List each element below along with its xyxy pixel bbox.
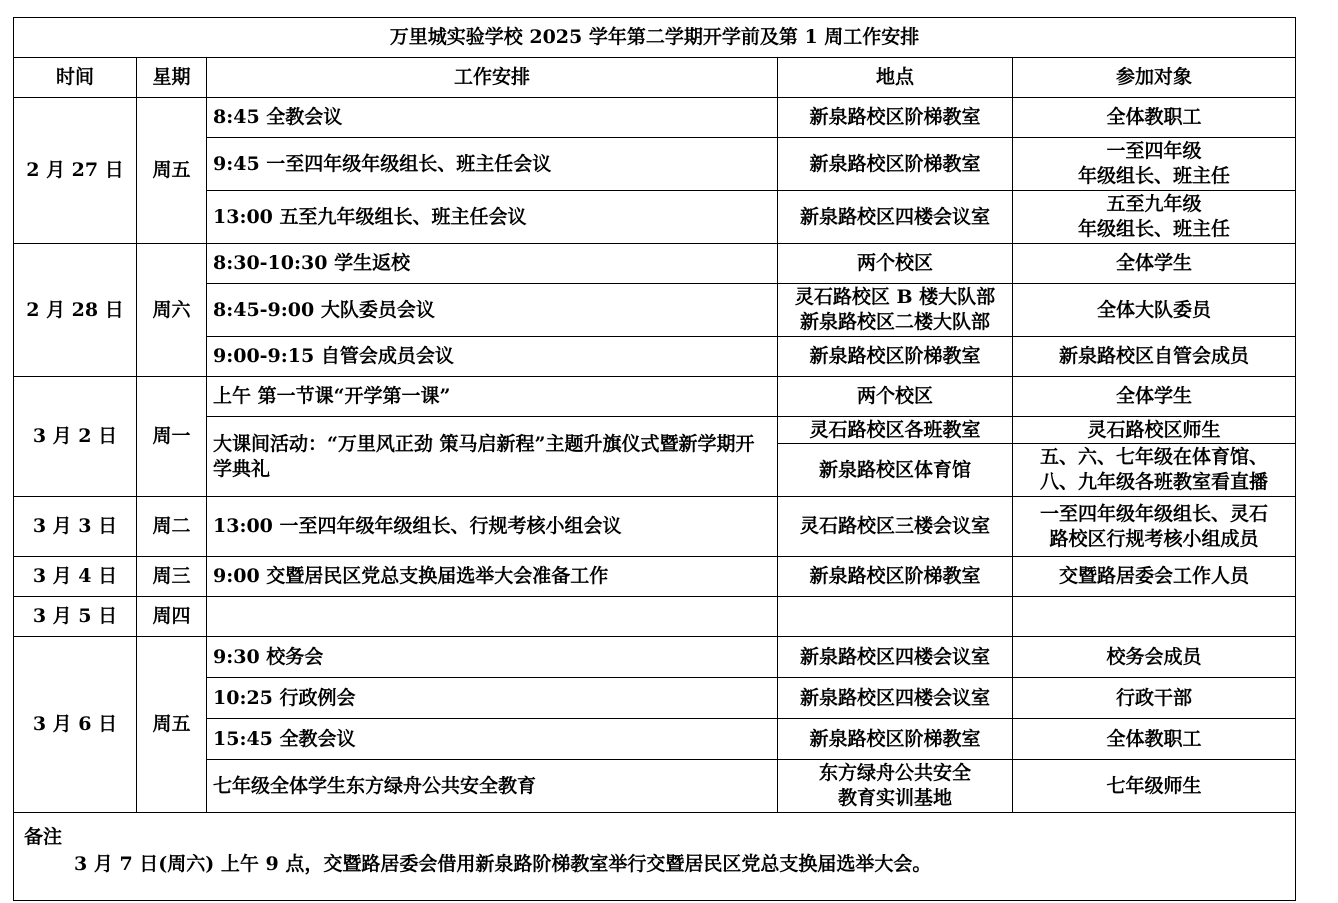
task-cell: 10:25 行政例会 xyxy=(207,678,778,719)
task-cell: 七年级全体学生东方绿舟公共安全教育 xyxy=(207,760,778,813)
cell-line: 校务会成员 xyxy=(1106,645,1202,668)
cell-line: 灵石路校区师生 xyxy=(1087,418,1221,441)
attendees-cell xyxy=(1013,244,1296,284)
attendees-cell xyxy=(1013,719,1296,760)
cell-line: 五、六、七年级在体育馆、 xyxy=(1040,446,1269,468)
header-row xyxy=(14,58,1296,98)
task-cell: 9:30 校务会 xyxy=(207,637,778,678)
cell-line: 灵石路校区三楼会议室 xyxy=(799,515,990,537)
table-row xyxy=(14,191,1296,244)
cell-line: 新泉路校区阶梯教室 xyxy=(809,727,981,750)
attendees-cell xyxy=(1013,444,1296,497)
date-cell: 3 月 4 日 xyxy=(14,557,137,597)
table-row xyxy=(14,284,1296,337)
cell-line: 交暨路居委会工作人员 xyxy=(1059,565,1250,587)
date-cell: 3 月 2 日 xyxy=(14,377,137,497)
table-row xyxy=(14,98,1296,138)
attendees-cell xyxy=(1013,557,1296,597)
place-cell xyxy=(778,417,1013,444)
task-cell: 8:30-10:30 学生返校 xyxy=(207,244,778,284)
place-cell xyxy=(778,337,1013,377)
date-cell: 2 月 27 日 xyxy=(14,98,137,244)
cell-line: 全体教职工 xyxy=(1106,727,1202,750)
cell-line: 八、九年级各班教室看直播 xyxy=(1040,471,1269,493)
date-cell: 3 月 6 日 xyxy=(14,637,137,813)
cell-line: 年级组长、班主任 xyxy=(1078,165,1231,187)
table-row xyxy=(14,337,1296,377)
cell-line: 新泉路校区四楼会议室 xyxy=(799,205,990,228)
attendees-cell xyxy=(1013,637,1296,678)
cell-line: 新泉路校区四楼会议室 xyxy=(799,645,990,668)
task-cell: 9:45 一至四年级年级组长、班主任会议 xyxy=(207,138,778,191)
attendees-cell xyxy=(1013,597,1296,637)
attendees-cell xyxy=(1013,98,1296,138)
task-cell: 13:00 五至九年级组长、班主任会议 xyxy=(207,191,778,244)
cell-line: 教育实训基地 xyxy=(837,787,952,809)
task-cell: 9:00 交暨居民区党总支换届选举大会准备工作 xyxy=(207,557,778,597)
table-row xyxy=(14,719,1296,760)
cell-line: 全体学生 xyxy=(1116,385,1193,407)
table-row xyxy=(14,678,1296,719)
weekday-cell: 周三 xyxy=(137,557,207,597)
table-row xyxy=(14,557,1296,597)
place-cell xyxy=(778,637,1013,678)
attendees-cell xyxy=(1013,678,1296,719)
place-cell xyxy=(778,444,1013,497)
date-cell: 2 月 28 日 xyxy=(14,244,137,377)
cell-line: 东方绿舟公共安全 xyxy=(818,762,971,784)
table-row xyxy=(14,497,1296,557)
place-cell xyxy=(778,284,1013,337)
cell-line: 一至四年级 xyxy=(1106,140,1202,162)
attendees-cell xyxy=(1013,138,1296,191)
date-cell: 3 月 5 日 xyxy=(14,597,137,637)
task-cell: 8:45 全教会议 xyxy=(207,98,778,138)
header-weekday: 星期 xyxy=(137,58,207,98)
place-cell xyxy=(778,557,1013,597)
place-cell xyxy=(778,678,1013,719)
cell-line: 两个校区 xyxy=(856,385,933,407)
cell-line: 新泉路校区阶梯教室 xyxy=(809,106,981,128)
cell-line: 五至九年级 xyxy=(1106,193,1202,215)
weekday-cell: 周一 xyxy=(137,377,207,497)
table-row xyxy=(14,637,1296,678)
cell-line: 年级组长、班主任 xyxy=(1078,218,1231,240)
attendees-cell xyxy=(1013,337,1296,377)
schedule-table xyxy=(13,17,1296,901)
cell-line: 路校区行规考核小组成员 xyxy=(1049,527,1259,550)
table-row xyxy=(14,138,1296,191)
cell-line: 全体教职工 xyxy=(1106,106,1202,128)
place-cell xyxy=(778,138,1013,191)
cell-line: 一至四年级年级组长、灵石 xyxy=(1040,502,1269,525)
cell-line: 两个校区 xyxy=(856,252,933,274)
cell-line: 新泉路校区阶梯教室 xyxy=(809,152,981,175)
attendees-cell xyxy=(1013,417,1296,444)
table-row xyxy=(14,417,1296,444)
place-cell xyxy=(778,597,1013,637)
place-cell xyxy=(778,244,1013,284)
weekday-cell: 周五 xyxy=(137,98,207,244)
place-cell xyxy=(778,98,1013,138)
weekday-cell: 周五 xyxy=(137,637,207,813)
header-time: 时间 xyxy=(14,58,137,98)
task-cell: 上午 第一节课“开学第一课” xyxy=(207,377,778,417)
attendees-cell xyxy=(1013,760,1296,813)
cell-line: 新泉路校区自管会成员 xyxy=(1059,345,1250,367)
cell-line: 新泉路校区四楼会议室 xyxy=(799,686,990,709)
date-cell: 3 月 3 日 xyxy=(14,497,137,557)
task-cell xyxy=(207,597,778,637)
cell-line: 全体大队委员 xyxy=(1097,298,1212,321)
note-label: 备注 xyxy=(24,826,63,848)
task-cell: 13:00 一至四年级年级组长、行规考核小组会议 xyxy=(207,497,778,557)
task-cell: 9:00-9:15 自管会成员会议 xyxy=(207,337,778,377)
weekday-cell: 周六 xyxy=(137,244,207,377)
task-cell: 大课间活动：“万里风正劲 策马启新程”主题升旗仪式暨新学期开学典礼 xyxy=(207,417,778,497)
task-cell: 8:45-9:00 大队委员会议 xyxy=(207,284,778,337)
task-cell: 15:45 全教会议 xyxy=(207,719,778,760)
place-cell xyxy=(778,497,1013,557)
place-cell xyxy=(778,719,1013,760)
attendees-cell xyxy=(1013,497,1296,557)
table-row xyxy=(14,760,1296,813)
weekday-cell: 周二 xyxy=(137,497,207,557)
cell-line: 新泉路校区阶梯教室 xyxy=(809,345,981,367)
cell-line: 新泉路校区阶梯教室 xyxy=(809,565,981,587)
header-attendees: 参加对象 xyxy=(1013,58,1296,98)
header-place: 地点 xyxy=(778,58,1013,98)
attendees-cell xyxy=(1013,284,1296,337)
attendees-cell xyxy=(1013,191,1296,244)
page-title: 万里城实验学校 2025 学年第二学期开学前及第 1 周工作安排 xyxy=(14,18,1296,58)
weekday-cell: 周四 xyxy=(137,597,207,637)
note-text: 3 月 7 日(周六) 上午 9 点，交暨路居委会借用新泉路阶梯教室举行交暨居民区党总支换届选举大会。 xyxy=(74,853,932,875)
cell-line: 灵石路校区各班教室 xyxy=(809,418,981,441)
place-cell xyxy=(778,377,1013,417)
cell-line: 灵石路校区 B 楼大队部 xyxy=(794,286,996,308)
note-cell xyxy=(14,813,1296,901)
attendees-cell xyxy=(1013,377,1296,417)
cell-line: 行政干部 xyxy=(1116,686,1193,709)
place-cell xyxy=(778,760,1013,813)
header-task: 工作安排 xyxy=(207,58,778,98)
schedule-document xyxy=(13,17,1295,901)
cell-line: 七年级师生 xyxy=(1106,774,1202,797)
table-row xyxy=(14,244,1296,284)
cell-line: 新泉路校区体育馆 xyxy=(818,458,971,481)
place-cell xyxy=(778,191,1013,244)
cell-line: 全体学生 xyxy=(1116,252,1193,274)
cell-line: 新泉路校区二楼大队部 xyxy=(799,311,990,333)
table-row xyxy=(14,377,1296,417)
table-row xyxy=(14,597,1296,637)
